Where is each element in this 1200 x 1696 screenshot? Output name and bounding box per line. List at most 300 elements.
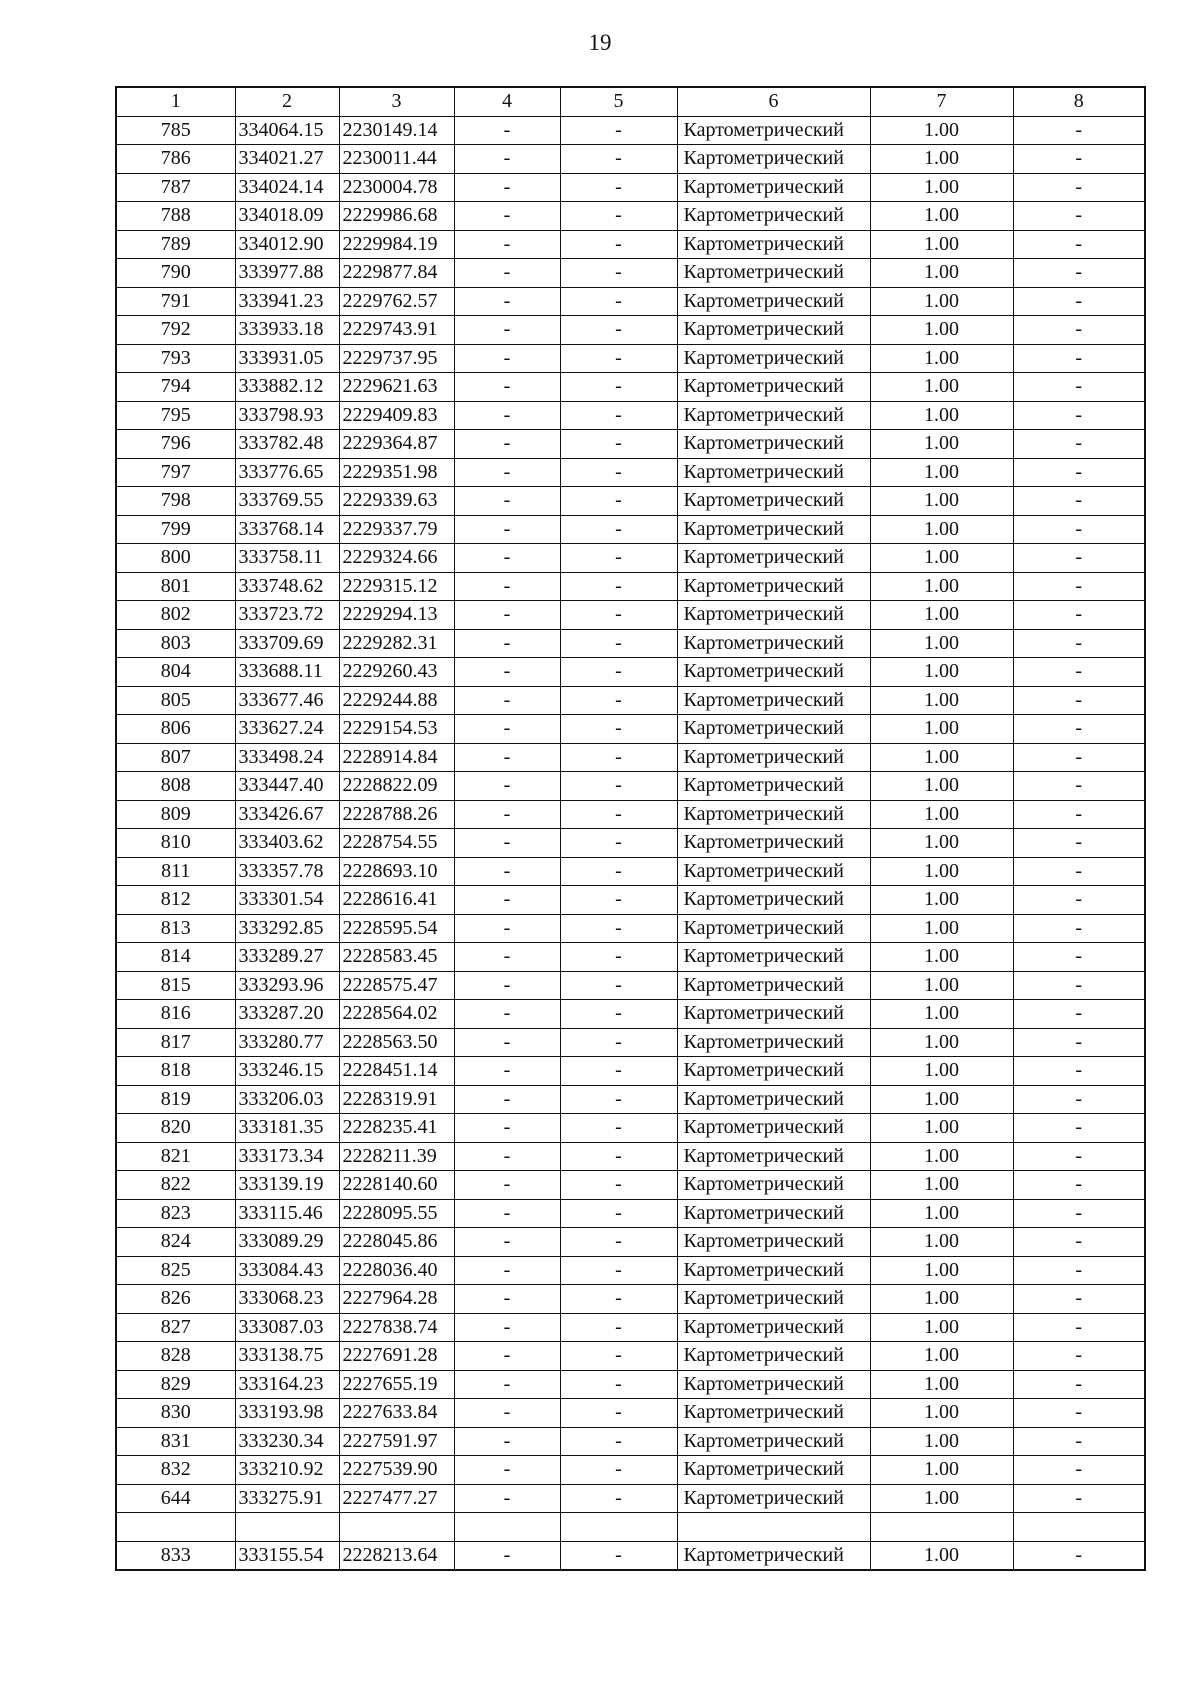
x-coordinate-cell: 333280.77 <box>235 1028 339 1057</box>
method-cell: Картометрический <box>677 1114 870 1143</box>
col5-cell: - <box>560 1484 677 1513</box>
y-coordinate-cell: 2228693.10 <box>339 857 454 886</box>
col8-cell: - <box>1013 686 1145 715</box>
y-coordinate-cell: 2227838.74 <box>339 1313 454 1342</box>
x-coordinate-cell: 333882.12 <box>235 373 339 402</box>
x-coordinate-cell: 333155.54 <box>235 1541 339 1570</box>
point-number-cell: 803 <box>116 629 235 658</box>
col5-cell: - <box>560 401 677 430</box>
accuracy-cell: 1.00 <box>870 1228 1013 1257</box>
y-coordinate-cell: 2229984.19 <box>339 230 454 259</box>
point-number-cell: 827 <box>116 1313 235 1342</box>
x-coordinate-cell: 333138.75 <box>235 1342 339 1371</box>
col4-cell: - <box>454 772 560 801</box>
accuracy-cell: 1.00 <box>870 629 1013 658</box>
table-row <box>116 658 1145 687</box>
col8-cell: - <box>1013 1427 1145 1456</box>
table-row <box>116 715 1145 744</box>
x-coordinate-cell: 333210.92 <box>235 1456 339 1485</box>
table-row <box>116 1313 1145 1342</box>
table-row <box>116 943 1145 972</box>
column-header: 7 <box>870 87 1013 116</box>
y-coordinate-cell: 2229737.95 <box>339 344 454 373</box>
table-row <box>116 914 1145 943</box>
y-coordinate-cell: 2228095.55 <box>339 1199 454 1228</box>
col5-cell: - <box>560 487 677 516</box>
accuracy-cell: 1.00 <box>870 857 1013 886</box>
accuracy-cell: 1.00 <box>870 259 1013 288</box>
col4-cell: - <box>454 1114 560 1143</box>
col8-cell: - <box>1013 1256 1145 1285</box>
table-row <box>116 1484 1145 1513</box>
x-coordinate-cell: 333089.29 <box>235 1228 339 1257</box>
accuracy-cell: 1.00 <box>870 800 1013 829</box>
table-row <box>116 1114 1145 1143</box>
y-coordinate-cell: 2229351.98 <box>339 458 454 487</box>
accuracy-cell: 1.00 <box>870 1399 1013 1428</box>
y-coordinate-cell: 2229294.13 <box>339 601 454 630</box>
col8-cell: - <box>1013 230 1145 259</box>
col4-cell: - <box>454 202 560 231</box>
col4-cell: - <box>454 116 560 145</box>
col5-cell: - <box>560 1199 677 1228</box>
col5-cell: - <box>560 1342 677 1371</box>
method-cell: Картометрический <box>677 344 870 373</box>
table-row <box>116 1256 1145 1285</box>
point-number-cell: 821 <box>116 1142 235 1171</box>
method-cell: Картометрический <box>677 1199 870 1228</box>
col5-cell: - <box>560 943 677 972</box>
accuracy-cell: 1.00 <box>870 1028 1013 1057</box>
point-number-cell: 829 <box>116 1370 235 1399</box>
col8-cell: - <box>1013 259 1145 288</box>
col4-cell: - <box>454 344 560 373</box>
y-coordinate-cell: 2228235.41 <box>339 1114 454 1143</box>
y-coordinate-cell: 2228616.41 <box>339 886 454 915</box>
col8-cell: - <box>1013 1114 1145 1143</box>
method-cell: Картометрический <box>677 515 870 544</box>
method-cell: Картометрический <box>677 401 870 430</box>
table-row <box>116 886 1145 915</box>
method-cell: Картометрический <box>677 1057 870 1086</box>
y-coordinate-cell: 2228583.45 <box>339 943 454 972</box>
x-coordinate-cell: 333627.24 <box>235 715 339 744</box>
x-coordinate-cell: 333084.43 <box>235 1256 339 1285</box>
col5-cell: - <box>560 914 677 943</box>
method-cell: Картометрический <box>677 1427 870 1456</box>
method-cell: Картометрический <box>677 1541 870 1570</box>
col4-cell: - <box>454 1228 560 1257</box>
col4-cell: - <box>454 515 560 544</box>
col8-cell: - <box>1013 1285 1145 1314</box>
y-coordinate-cell: 2229877.84 <box>339 259 454 288</box>
table-row <box>116 1142 1145 1171</box>
method-cell: Картометрический <box>677 743 870 772</box>
col8-cell: - <box>1013 116 1145 145</box>
col8-cell: - <box>1013 1057 1145 1086</box>
x-coordinate-cell: 333768.14 <box>235 515 339 544</box>
header-row <box>116 87 1145 116</box>
accuracy-cell: 1.00 <box>870 686 1013 715</box>
y-coordinate-cell <box>339 1513 454 1542</box>
point-number-cell: 805 <box>116 686 235 715</box>
accuracy-cell: 1.00 <box>870 1427 1013 1456</box>
col5-cell: - <box>560 743 677 772</box>
col4-cell: - <box>454 886 560 915</box>
method-cell: Картометрический <box>677 1085 870 1114</box>
table-row <box>116 1285 1145 1314</box>
point-number-cell: 820 <box>116 1114 235 1143</box>
point-number-cell: 828 <box>116 1342 235 1371</box>
y-coordinate-cell: 2229364.87 <box>339 430 454 459</box>
col5-cell: - <box>560 1085 677 1114</box>
x-coordinate-cell: 333289.27 <box>235 943 339 972</box>
table-row <box>116 515 1145 544</box>
col5-cell: - <box>560 1057 677 1086</box>
col4-cell: - <box>454 971 560 1000</box>
x-coordinate-cell: 333193.98 <box>235 1399 339 1428</box>
col5-cell: - <box>560 572 677 601</box>
point-number-cell: 819 <box>116 1085 235 1114</box>
col8-cell: - <box>1013 629 1145 658</box>
table-row <box>116 344 1145 373</box>
table-row <box>116 629 1145 658</box>
accuracy-cell: 1.00 <box>870 886 1013 915</box>
accuracy-cell: 1.00 <box>870 715 1013 744</box>
accuracy-cell: 1.00 <box>870 515 1013 544</box>
col5-cell: - <box>560 1142 677 1171</box>
col5-cell: - <box>560 145 677 174</box>
col4-cell: - <box>454 1142 560 1171</box>
table-row <box>116 1399 1145 1428</box>
point-number-cell: 824 <box>116 1228 235 1257</box>
col4-cell: - <box>454 1399 560 1428</box>
point-number-cell: 644 <box>116 1484 235 1513</box>
col4-cell: - <box>454 316 560 345</box>
accuracy-cell: 1.00 <box>870 202 1013 231</box>
table-row <box>116 202 1145 231</box>
col5-cell: - <box>560 1000 677 1029</box>
col8-cell: - <box>1013 971 1145 1000</box>
y-coordinate-cell: 2228754.55 <box>339 829 454 858</box>
table-row <box>116 1456 1145 1485</box>
col5-cell: - <box>560 1114 677 1143</box>
col8-cell: - <box>1013 1370 1145 1399</box>
y-coordinate-cell: 2228036.40 <box>339 1256 454 1285</box>
y-coordinate-cell: 2229260.43 <box>339 658 454 687</box>
col8-cell: - <box>1013 145 1145 174</box>
x-coordinate-cell: 333709.69 <box>235 629 339 658</box>
method-cell: Картометрический <box>677 1370 870 1399</box>
accuracy-cell: 1.00 <box>870 401 1013 430</box>
accuracy-cell: 1.00 <box>870 1313 1013 1342</box>
x-coordinate-cell: 333798.93 <box>235 401 339 430</box>
col8-cell: - <box>1013 202 1145 231</box>
col8-cell: - <box>1013 1142 1145 1171</box>
method-cell: Картометрический <box>677 202 870 231</box>
col8-cell: - <box>1013 173 1145 202</box>
col4-cell: - <box>454 1000 560 1029</box>
col5-cell: - <box>560 344 677 373</box>
method-cell: Картометрический <box>677 914 870 943</box>
point-number-cell: 798 <box>116 487 235 516</box>
x-coordinate-cell: 334012.90 <box>235 230 339 259</box>
x-coordinate-cell: 333164.23 <box>235 1370 339 1399</box>
col8-cell: - <box>1013 601 1145 630</box>
col5-cell: - <box>560 829 677 858</box>
x-coordinate-cell: 333776.65 <box>235 458 339 487</box>
accuracy-cell: 1.00 <box>870 658 1013 687</box>
col8-cell: - <box>1013 1399 1145 1428</box>
accuracy-cell: 1.00 <box>870 145 1013 174</box>
x-coordinate-cell: 333758.11 <box>235 544 339 573</box>
point-number-cell: 809 <box>116 800 235 829</box>
y-coordinate-cell: 2229986.68 <box>339 202 454 231</box>
table-row <box>116 173 1145 202</box>
x-coordinate-cell: 333403.62 <box>235 829 339 858</box>
col8-cell: - <box>1013 1456 1145 1485</box>
table-row <box>116 1370 1145 1399</box>
accuracy-cell: 1.00 <box>870 1342 1013 1371</box>
y-coordinate-cell: 2229339.63 <box>339 487 454 516</box>
table-row <box>116 430 1145 459</box>
accuracy-cell: 1.00 <box>870 1114 1013 1143</box>
col4-cell: - <box>454 458 560 487</box>
table-row <box>116 800 1145 829</box>
y-coordinate-cell: 2227633.84 <box>339 1399 454 1428</box>
col5-cell: - <box>560 1028 677 1057</box>
accuracy-cell: 1.00 <box>870 430 1013 459</box>
x-coordinate-cell: 333230.34 <box>235 1427 339 1456</box>
col8-cell: - <box>1013 1541 1145 1570</box>
point-number-cell: 797 <box>116 458 235 487</box>
accuracy-cell: 1.00 <box>870 173 1013 202</box>
col4-cell: - <box>454 1256 560 1285</box>
y-coordinate-cell: 2230011.44 <box>339 145 454 174</box>
col4-cell: - <box>454 1370 560 1399</box>
col8-cell: - <box>1013 1484 1145 1513</box>
y-coordinate-cell: 2229324.66 <box>339 544 454 573</box>
method-cell: Картометрический <box>677 1228 870 1257</box>
point-number-cell: 802 <box>116 601 235 630</box>
point-number-cell: 795 <box>116 401 235 430</box>
page-number: 19 <box>588 30 612 55</box>
col4-cell: - <box>454 230 560 259</box>
y-coordinate-cell: 2229315.12 <box>339 572 454 601</box>
col4-cell: - <box>454 1285 560 1314</box>
col4-cell: - <box>454 658 560 687</box>
y-coordinate-cell: 2227477.27 <box>339 1484 454 1513</box>
col8-cell: - <box>1013 943 1145 972</box>
method-cell: Картометрический <box>677 373 870 402</box>
accuracy-cell: 1.00 <box>870 601 1013 630</box>
method-cell: Картометрический <box>677 430 870 459</box>
accuracy-cell: 1.00 <box>870 544 1013 573</box>
col8-cell: - <box>1013 1199 1145 1228</box>
point-number-cell: 816 <box>116 1000 235 1029</box>
col5-cell: - <box>560 373 677 402</box>
col5-cell: - <box>560 1285 677 1314</box>
table-row <box>116 316 1145 345</box>
table-row <box>116 1085 1145 1114</box>
x-coordinate-cell: 334024.14 <box>235 173 339 202</box>
accuracy-cell: 1.00 <box>870 287 1013 316</box>
method-cell: Картометрический <box>677 715 870 744</box>
x-coordinate-cell: 333933.18 <box>235 316 339 345</box>
col4-cell: - <box>454 829 560 858</box>
table-row <box>116 686 1145 715</box>
col8-cell: - <box>1013 772 1145 801</box>
point-number-cell: 826 <box>116 1285 235 1314</box>
col4-cell: - <box>454 800 560 829</box>
col5-cell: - <box>560 430 677 459</box>
col5-cell: - <box>560 287 677 316</box>
col4-cell: - <box>454 487 560 516</box>
col4-cell: - <box>454 1171 560 1200</box>
col5-cell: - <box>560 886 677 915</box>
point-number-cell: 785 <box>116 116 235 145</box>
x-coordinate-cell: 333139.19 <box>235 1171 339 1200</box>
y-coordinate-cell: 2227539.90 <box>339 1456 454 1485</box>
col8-cell: - <box>1013 316 1145 345</box>
col8-cell: - <box>1013 1085 1145 1114</box>
x-coordinate-cell: 333748.62 <box>235 572 339 601</box>
method-cell: Картометрический <box>677 116 870 145</box>
point-number-cell: 786 <box>116 145 235 174</box>
point-number-cell: 813 <box>116 914 235 943</box>
col5-cell: - <box>560 686 677 715</box>
method-cell: Картометрический <box>677 316 870 345</box>
y-coordinate-cell: 2228788.26 <box>339 800 454 829</box>
y-coordinate-cell: 2227655.19 <box>339 1370 454 1399</box>
point-number-cell: 806 <box>116 715 235 744</box>
col5-cell: - <box>560 544 677 573</box>
method-cell: Картометрический <box>677 772 870 801</box>
col5-cell: - <box>560 1228 677 1257</box>
col4-cell: - <box>454 1342 560 1371</box>
x-coordinate-cell: 333173.34 <box>235 1142 339 1171</box>
col8-cell: - <box>1013 1313 1145 1342</box>
table-row <box>116 1057 1145 1086</box>
col4-cell: - <box>454 173 560 202</box>
y-coordinate-cell: 2229409.83 <box>339 401 454 430</box>
col4-cell: - <box>454 373 560 402</box>
point-number-cell: 788 <box>116 202 235 231</box>
col8-cell: - <box>1013 914 1145 943</box>
x-coordinate-cell: 333931.05 <box>235 344 339 373</box>
coordinates-table <box>115 86 1146 1571</box>
point-number-cell: 808 <box>116 772 235 801</box>
col5-cell: - <box>560 857 677 886</box>
method-cell: Картометрический <box>677 857 870 886</box>
x-coordinate-cell: 333181.35 <box>235 1114 339 1143</box>
column-header: 6 <box>677 87 870 116</box>
col5-cell: - <box>560 1171 677 1200</box>
point-number-cell: 831 <box>116 1427 235 1456</box>
table-row <box>116 857 1145 886</box>
accuracy-cell: 1.00 <box>870 1285 1013 1314</box>
col8-cell: - <box>1013 1028 1145 1057</box>
col8-cell: - <box>1013 373 1145 402</box>
column-header: 4 <box>454 87 560 116</box>
col5-cell: - <box>560 658 677 687</box>
col4-cell: - <box>454 145 560 174</box>
col5-cell: - <box>560 715 677 744</box>
col5-cell: - <box>560 629 677 658</box>
point-number-cell: 792 <box>116 316 235 345</box>
y-coordinate-cell: 2228595.54 <box>339 914 454 943</box>
col4-cell: - <box>454 1456 560 1485</box>
point-number-cell: 830 <box>116 1399 235 1428</box>
method-cell: Картометрический <box>677 544 870 573</box>
accuracy-cell: 1.00 <box>870 743 1013 772</box>
col8-cell: - <box>1013 544 1145 573</box>
x-coordinate-cell: 334064.15 <box>235 116 339 145</box>
accuracy-cell: 1.00 <box>870 1085 1013 1114</box>
x-coordinate-cell: 333206.03 <box>235 1085 339 1114</box>
method-cell: Картометрический <box>677 1456 870 1485</box>
table-row <box>116 1513 1145 1542</box>
method-cell: Картометрический <box>677 173 870 202</box>
point-number-cell: 825 <box>116 1256 235 1285</box>
accuracy-cell: 1.00 <box>870 1199 1013 1228</box>
point-number-cell: 804 <box>116 658 235 687</box>
y-coordinate-cell: 2228564.02 <box>339 1000 454 1029</box>
col4-cell: - <box>454 1199 560 1228</box>
x-coordinate-cell: 334021.27 <box>235 145 339 174</box>
col4-cell: - <box>454 544 560 573</box>
table-row <box>116 230 1145 259</box>
y-coordinate-cell: 2229621.63 <box>339 373 454 402</box>
col8-cell: - <box>1013 658 1145 687</box>
x-coordinate-cell: 333275.91 <box>235 1484 339 1513</box>
col4-cell: - <box>454 629 560 658</box>
x-coordinate-cell: 333292.85 <box>235 914 339 943</box>
column-header: 5 <box>560 87 677 116</box>
col5-cell: - <box>560 772 677 801</box>
method-cell: Картометрический <box>677 1256 870 1285</box>
col5-cell: - <box>560 1427 677 1456</box>
table-row <box>116 145 1145 174</box>
table-row <box>116 572 1145 601</box>
col5-cell <box>560 1513 677 1542</box>
accuracy-cell: 1.00 <box>870 116 1013 145</box>
accuracy-cell: 1.00 <box>870 458 1013 487</box>
column-header: 3 <box>339 87 454 116</box>
x-coordinate-cell: 333723.72 <box>235 601 339 630</box>
accuracy-cell <box>870 1513 1013 1542</box>
accuracy-cell: 1.00 <box>870 1370 1013 1399</box>
y-coordinate-cell: 2229282.31 <box>339 629 454 658</box>
col8-cell: - <box>1013 1000 1145 1029</box>
y-coordinate-cell: 2229762.57 <box>339 287 454 316</box>
col8-cell: - <box>1013 344 1145 373</box>
col8-cell: - <box>1013 1342 1145 1371</box>
col8-cell: - <box>1013 1228 1145 1257</box>
col5-cell: - <box>560 1313 677 1342</box>
table-row <box>116 116 1145 145</box>
method-cell <box>677 1513 870 1542</box>
y-coordinate-cell: 2230004.78 <box>339 173 454 202</box>
col4-cell: - <box>454 601 560 630</box>
col4-cell: - <box>454 1427 560 1456</box>
col4-cell: - <box>454 430 560 459</box>
y-coordinate-cell: 2228319.91 <box>339 1085 454 1114</box>
accuracy-cell: 1.00 <box>870 344 1013 373</box>
y-coordinate-cell: 2228045.86 <box>339 1228 454 1257</box>
table-row <box>116 1541 1145 1570</box>
col4-cell: - <box>454 1484 560 1513</box>
